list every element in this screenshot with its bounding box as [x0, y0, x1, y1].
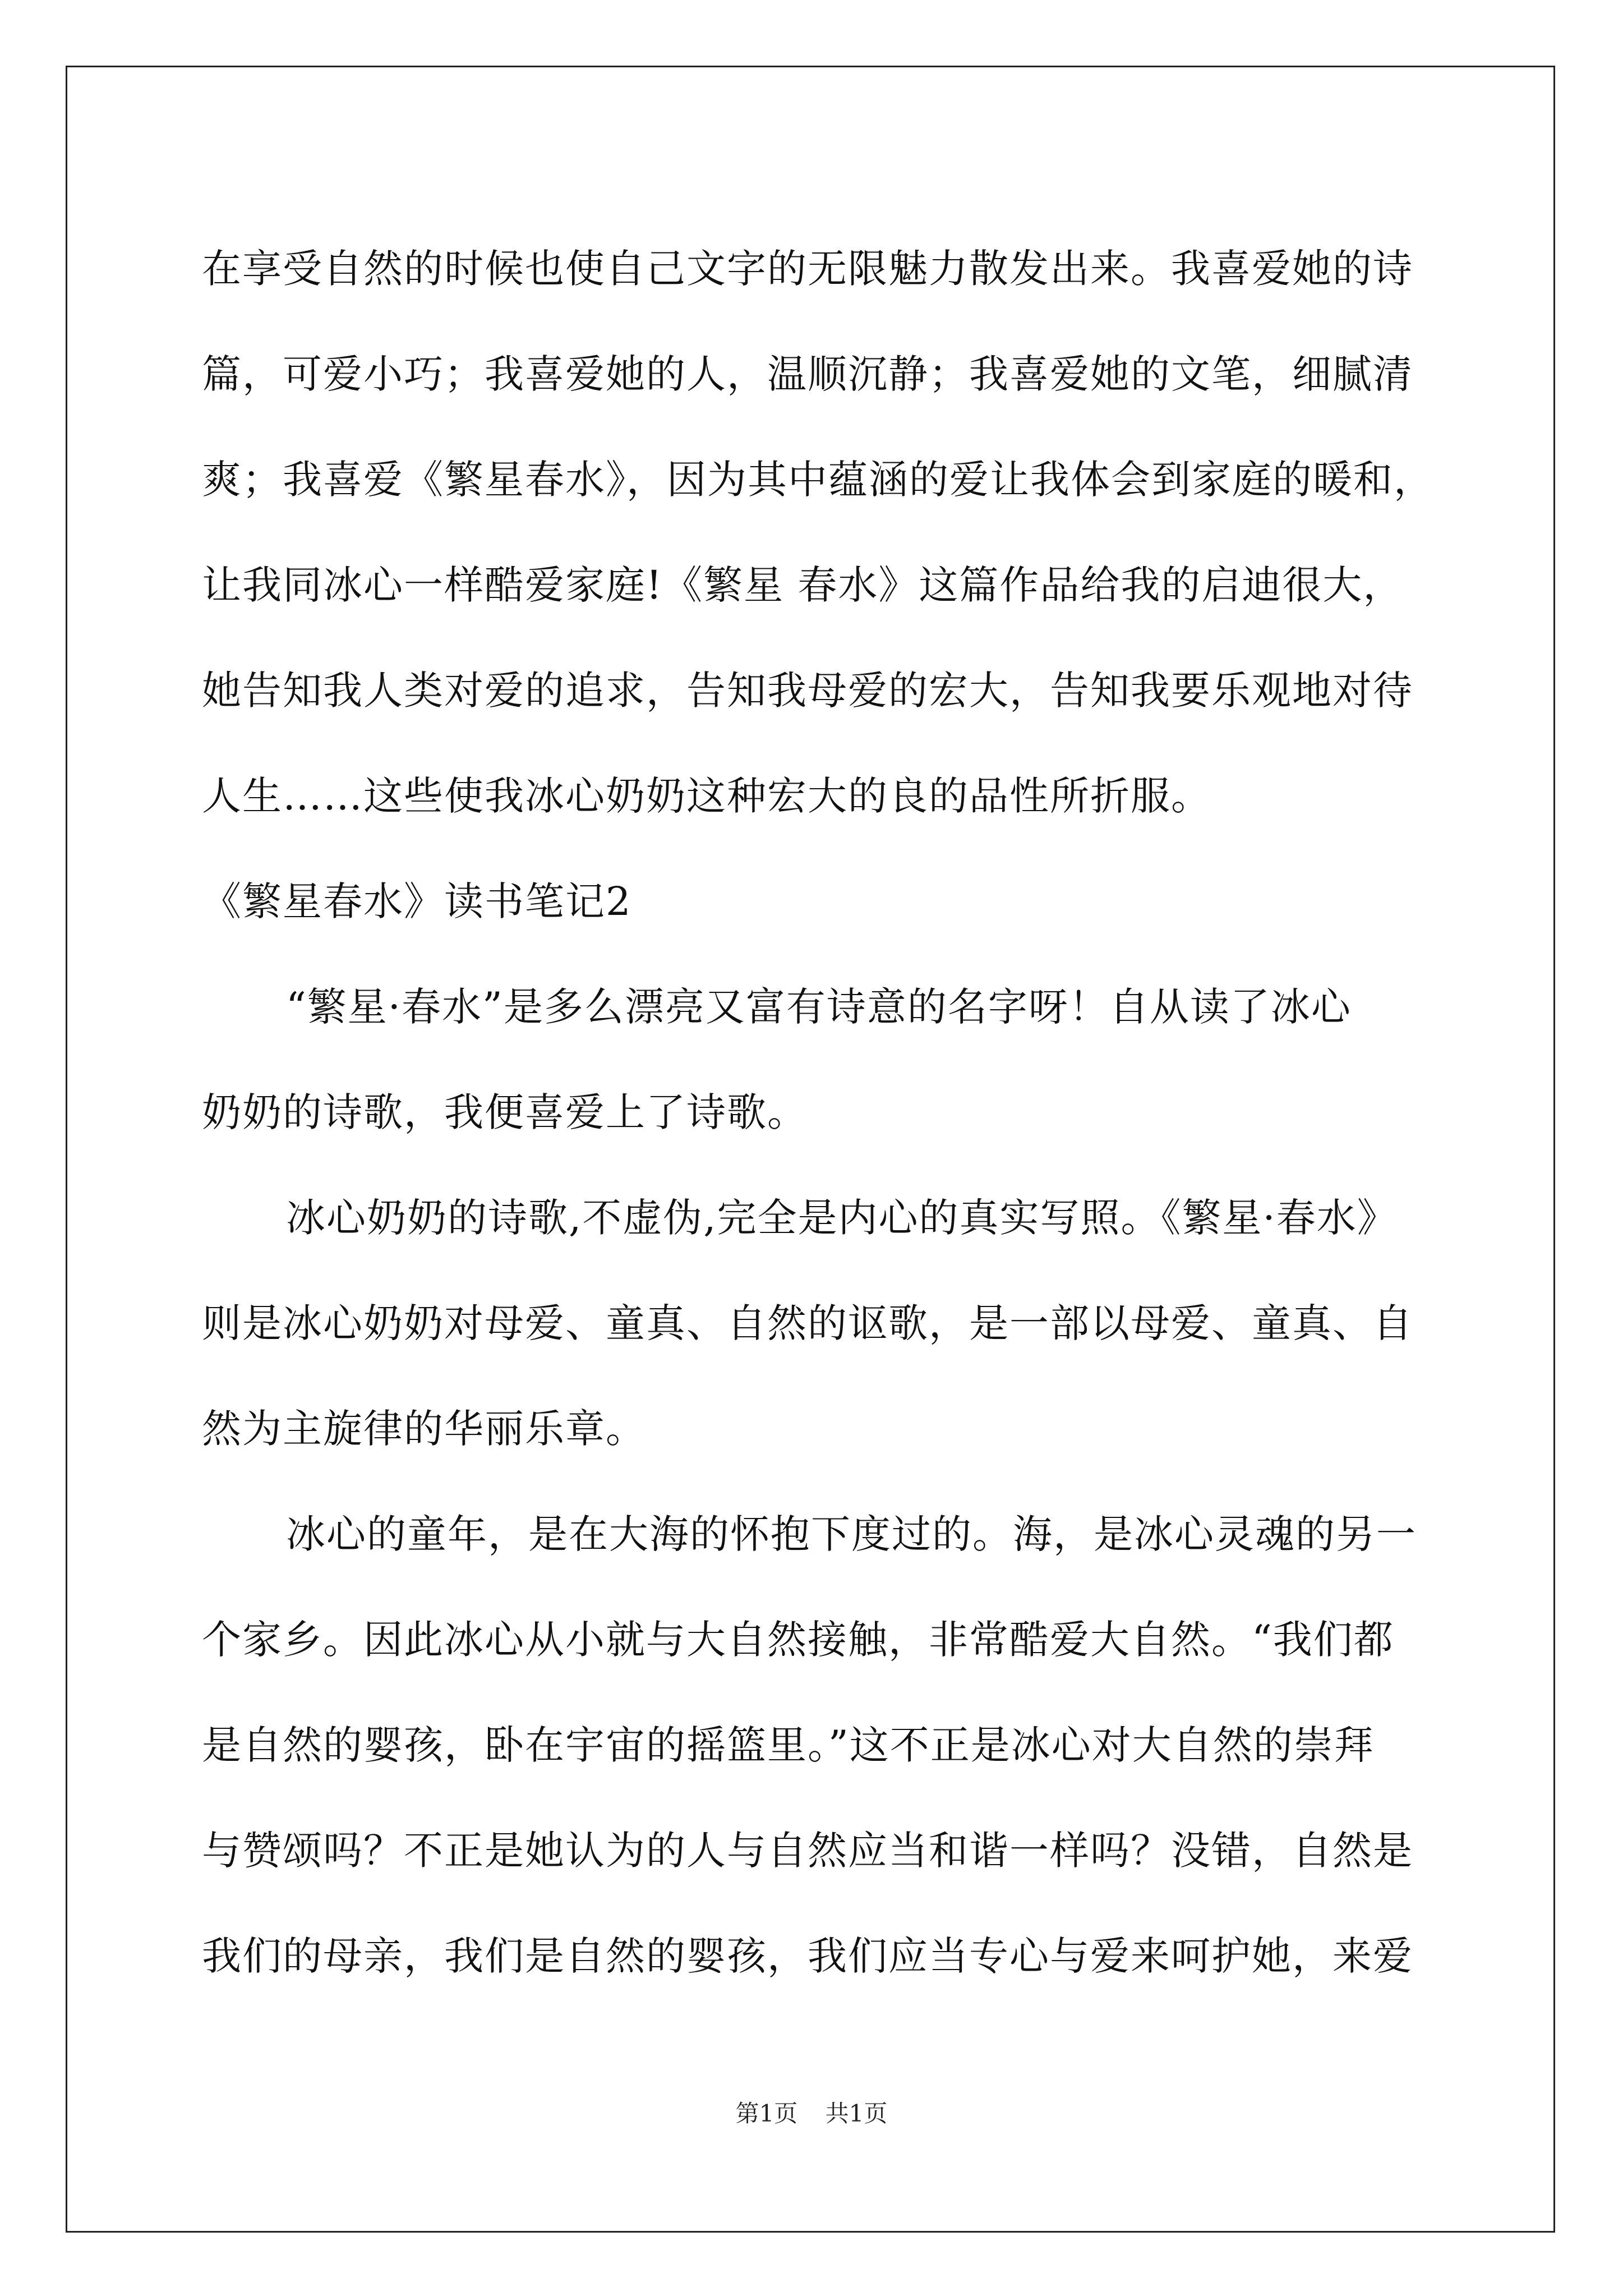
text-line: 爽；我喜爱《繁星春水》，因为其中蕴涵的爱让我体会到家庭的暖和，	[202, 457, 1434, 503]
text-line: 则是冰心奶奶对母爱、童真、自然的讴歌，是一部以母爱、童真、自	[202, 1300, 1413, 1346]
page-footer	[0, 2097, 1623, 2131]
text-line: 冰心奶奶的诗歌,不虚伪,完全是内心的真实写照。《繁星·春水》	[286, 1195, 1398, 1241]
text-line: 个家乡。因此冰心从小就与大自然接触，非常酷爱大自然。“我们都	[202, 1617, 1394, 1663]
text-line: 我们的母亲，我们是自然的婴孩，我们应当专心与爱来呵护她，来爱	[202, 1933, 1413, 1979]
text-line: 在享受自然的时候也使自己文字的无限魅力散发出来。我喜爱她的诗	[202, 246, 1413, 292]
document-body	[202, 216, 1458, 2009]
text-line: 篇，可爱小巧；我喜爱她的人，温顺沉静；我喜爱她的文笔，细腻清	[202, 351, 1413, 397]
page-number: 第1页	[735, 2100, 798, 2127]
text-line: 人生……这些使我冰心奶奶这种宏大的良的品性所折服。	[202, 773, 1211, 819]
text-line: “繁星·春水”是多么漂亮又富有诗意的名字呀！自从读了冰心	[286, 984, 1352, 1030]
text-line: 与赞颂吗？不正是她认为的人与自然应当和谐一样吗？没错，自然是	[202, 1828, 1413, 1874]
page-total: 共1页	[825, 2100, 888, 2127]
text-line: 让我同冰心一样酷爱家庭!《繁星 春水》这篇作品给我的启迪很大，	[202, 562, 1404, 608]
text-line: 冰心的童年，是在大海的怀抱下度过的。海，是冰心灵魂的另一	[286, 1511, 1417, 1557]
text-line: 她告知我人类对爱的追求，告知我母爱的宏大，告知我要乐观地对待	[202, 668, 1413, 714]
text-line: 是自然的婴孩，卧在宇宙的摇篮里。”这不正是冰心对大自然的崇拜	[202, 1722, 1375, 1768]
text-line: 奶奶的诗歌，我便喜爱上了诗歌。	[202, 1089, 808, 1135]
text-line: 然为主旋律的华丽乐章。	[202, 1406, 646, 1452]
section-heading: 《繁星春水》读书笔记2	[202, 878, 632, 924]
